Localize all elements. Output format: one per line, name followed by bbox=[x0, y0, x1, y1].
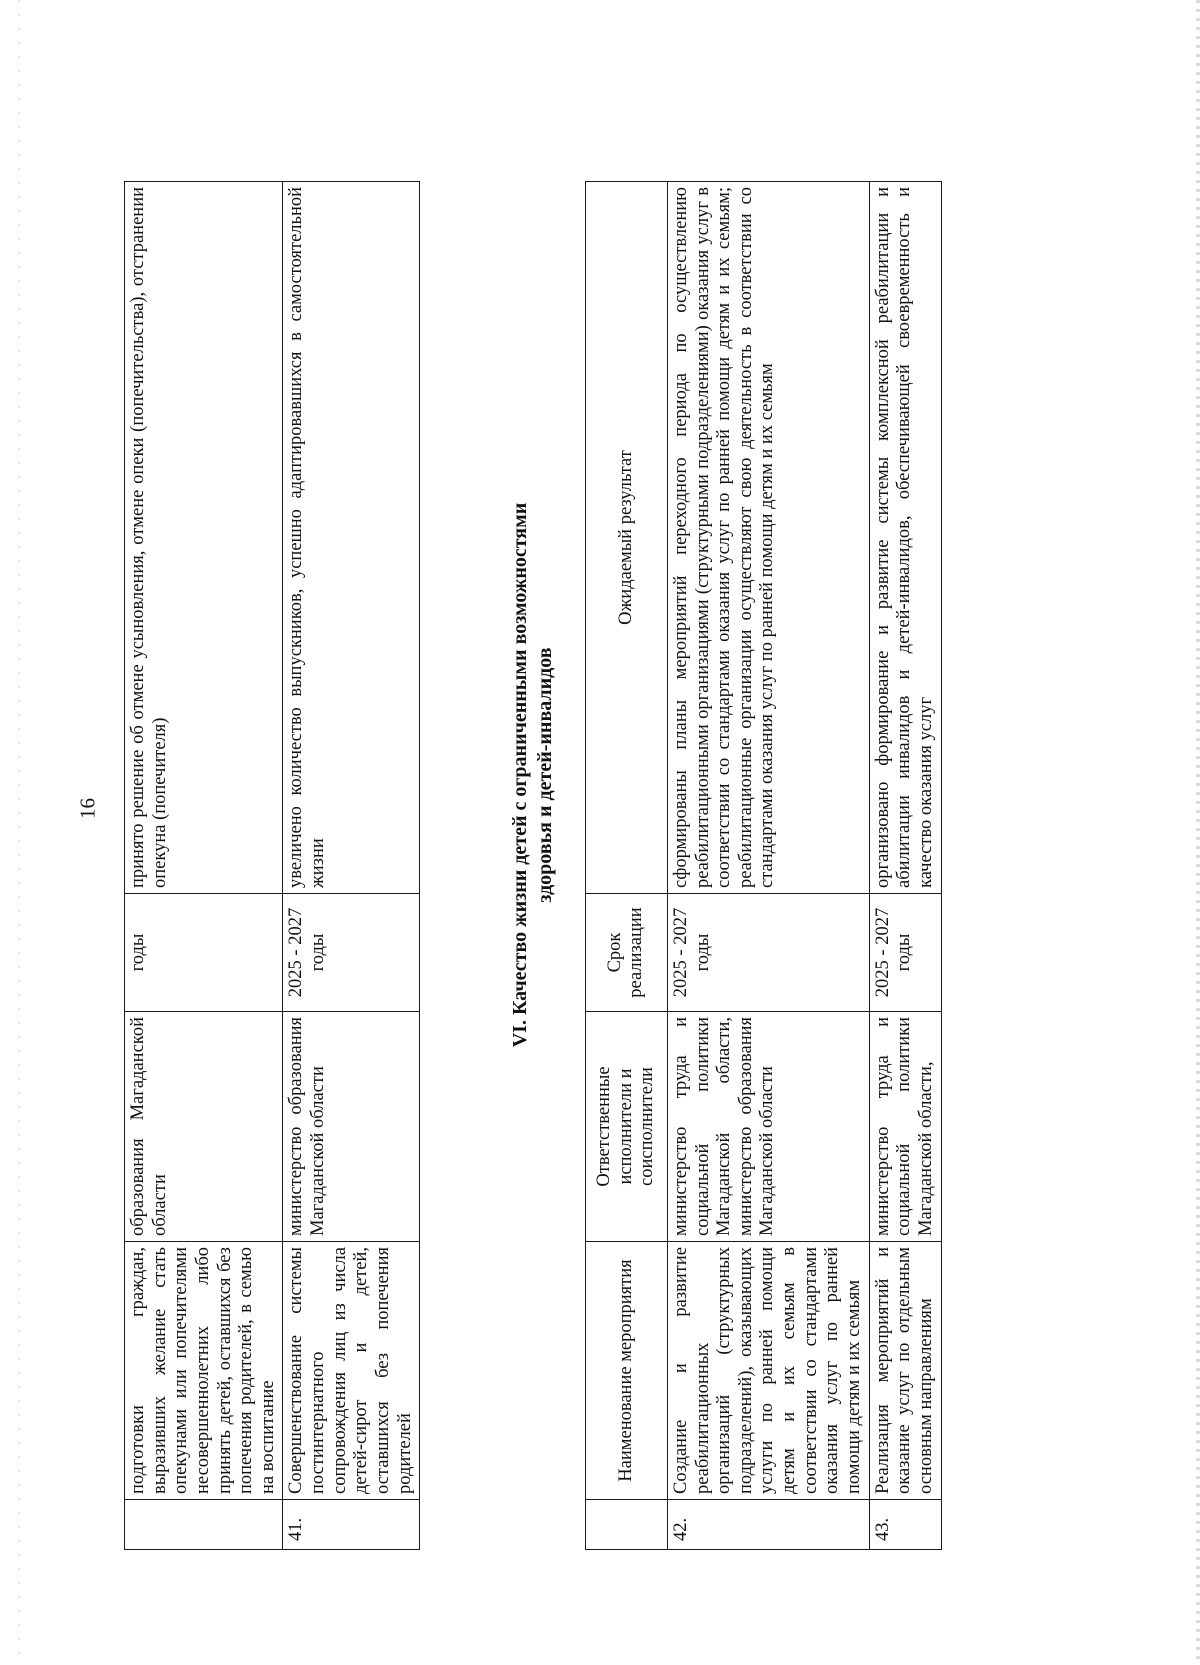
row-number bbox=[125, 1500, 283, 1550]
row-number: 42. bbox=[667, 1500, 869, 1550]
page-number: 16 bbox=[75, 798, 100, 819]
expected-result: сформированы планы мероприятий переходного периода по осуществлению реабилитационными организациями (структурными подразделениями) оказания услуг в соответствии со стандартами оказания услуг по ранней помощи детям и их семьям; реабилитационные организации осуществляют свою деятельность в соответствии со стандартами оказания услуг по ранней помощи детям и их семьям bbox=[667, 182, 869, 894]
header-result: Ожидаемый результат bbox=[586, 182, 668, 894]
measure-name: Реализация мероприятий и оказание услуг по отдельным основным направлениям bbox=[869, 1242, 941, 1500]
section-title-line-1: VI. Качество жизни детей с ограниченными возможностями bbox=[509, 502, 531, 1048]
responsible-executors: образования Магаданской области bbox=[125, 1012, 283, 1242]
responsible-executors: министерство труда и социальной политики Магаданской области, министерство образования Магаданской области bbox=[667, 1012, 869, 1242]
responsible-executors: министерство труда и социальной политики Магаданской области, bbox=[869, 1012, 941, 1242]
measure-name: Создание и развитие реабилитационных организаций (структурных подразделений), оказывающих услуги по ранней помощи детям и их семьям в соответствии со стандартами оказания услуг по ранней помощи детям и их семьям bbox=[667, 1242, 869, 1500]
expected-result: принято решение об отмене усыновления, отмене опеки (попечительства), отстранении опекуна (попечителя) bbox=[125, 182, 283, 894]
row-number: 43. bbox=[869, 1500, 941, 1550]
implementation-term: 2025 - 2027 годы bbox=[283, 894, 420, 1012]
expected-result: увеличено количество выпускников, успешно адаптировавшихся в самостоятельной жизни bbox=[283, 182, 420, 894]
section-title-line-2: здоровья и детей-инвалидов bbox=[534, 647, 556, 903]
table-row bbox=[283, 182, 420, 1550]
header-number bbox=[586, 1500, 668, 1550]
section-title bbox=[508, 325, 558, 1225]
table-header-row bbox=[586, 182, 668, 1550]
table-row bbox=[125, 182, 283, 1550]
row-number: 41. bbox=[283, 1500, 420, 1550]
section-vi-table bbox=[585, 181, 942, 1550]
header-name: Наименование мероприятия bbox=[586, 1242, 668, 1500]
measure-name: подготовки граждан, выразивших желание стать опекунами или попечителями несовершеннолетних либо принять детей, оставшихся без попечения родителей, в семью на воспитание bbox=[125, 1242, 283, 1500]
header-term: Срок реализации bbox=[586, 894, 668, 1012]
implementation-term: 2025 - 2027 годы bbox=[667, 894, 869, 1012]
header-executors: Ответственные исполнители и соисполнители bbox=[586, 1012, 668, 1242]
table-row bbox=[667, 182, 869, 1550]
implementation-term: 2025 - 2027 годы bbox=[869, 894, 941, 1012]
table-row bbox=[869, 182, 941, 1550]
implementation-term: годы bbox=[125, 894, 283, 1012]
expected-result: организовано формирование и развитие системы комплексной реабилитации и абилитации инвалидов и детей-инвалидов, обеспечивающей своевременность и качество оказания услуг bbox=[869, 182, 941, 894]
responsible-executors: министерство образования Магаданской области bbox=[283, 1012, 420, 1242]
measure-name: Совершенствование системы постинтернатного сопровождения лиц из числа детей-сирот и детей, оставшихся без попечения родителей bbox=[283, 1242, 420, 1500]
continuation-table bbox=[124, 181, 420, 1550]
